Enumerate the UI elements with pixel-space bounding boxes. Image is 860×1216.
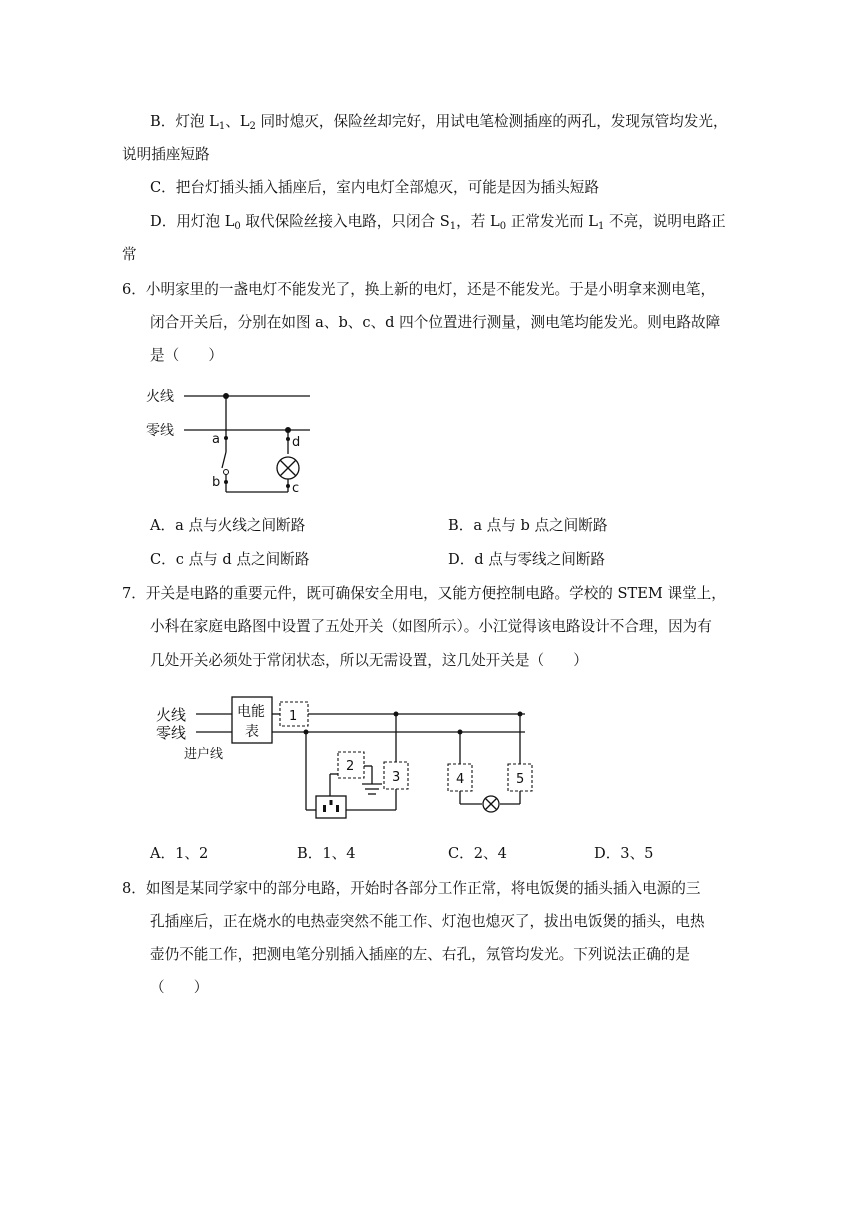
- q6-neutral-wire-label: 零线: [146, 423, 174, 439]
- q5-d-text-a: D．用灯泡 L: [150, 213, 235, 230]
- q5-option-d-line2: 常: [122, 246, 137, 263]
- q5-d-text-b: 取代保险丝接入电路，只闭合 S: [240, 213, 450, 230]
- q6-live-wire-label: 火线: [146, 389, 174, 405]
- q5-b-sub1: 1: [218, 121, 226, 132]
- q6-stem-line3: 是（ ）: [150, 347, 223, 364]
- q7-live-wire-label: 火线: [156, 706, 187, 724]
- q5-d-text-e: 不亮，说明电路正: [604, 213, 726, 230]
- q7-option-b[interactable]: B．1、4: [297, 845, 356, 862]
- q5-option-d-line1: [150, 212, 726, 232]
- q5-option-b-line1: [150, 112, 728, 132]
- q6-stem-line2: 闭合开关后，分别在如图 a、b、c、d 四个位置进行测量，测电笔均能发光。则电路故障: [150, 314, 721, 331]
- q5-d-sub-a: 0: [234, 221, 241, 232]
- q7-stem-line3: 几处开关必须处于常闭状态，所以无需设置，这几处开关是（ ）: [150, 652, 588, 669]
- q5-option-c: C．把台灯插头插入插座后，室内电灯全部熄灭，可能是因为插头短路: [150, 179, 599, 196]
- q7-switch-3: 3: [392, 770, 401, 785]
- q7-entry-line-label: 进户线: [184, 747, 224, 762]
- q7-switch-2: 2: [346, 759, 355, 774]
- q5-b-text-b: 、L: [225, 113, 250, 130]
- q5-b-text-c: 同时熄灭，保险丝却完好，用试电笔检测插座的两孔，发现氖管均发光，: [255, 113, 728, 130]
- q6-option-b[interactable]: B．a 点与 b 点之间断路: [448, 517, 608, 534]
- q6-option-c[interactable]: C．c 点与 d 点之间断路: [150, 551, 310, 568]
- q7-switch-5: 5: [516, 772, 525, 787]
- q5-option-b-line2: 说明插座短路: [122, 146, 210, 163]
- q7-option-c[interactable]: C．2、4: [448, 845, 507, 862]
- q7-circuit-diagram: [150, 692, 540, 827]
- q5-d-sub-b: 1: [449, 221, 457, 232]
- q5-b-sub2: 2: [249, 121, 256, 132]
- q7-option-a[interactable]: A．1、2: [150, 845, 209, 862]
- q6-option-d[interactable]: D．d 点与零线之间断路: [448, 551, 606, 568]
- q5-d-text-d: 正常发光而 L: [506, 213, 599, 230]
- q8-stem-line3: 壶仍不能工作，把测电笔分别插入插座的左、右孔，氖管均发光。下列说法正确的是: [150, 946, 690, 963]
- q7-stem-line2: 小科在家庭电路图中设置了五处开关（如图所示）。小江觉得该电路设计不合理，因为有: [150, 618, 712, 635]
- q6-point-b: b: [212, 475, 221, 490]
- q6-point-a: a: [212, 432, 220, 447]
- q5-d-sub-c: 0: [499, 221, 507, 232]
- q8-stem-line2: 孔插座后，正在烧水的电热壶突然不能工作、灯泡也熄灭了，拔出电饭煲的插头，电热: [150, 913, 705, 930]
- q5-d-sub-d: 1: [598, 221, 605, 232]
- q6-circuit-diagram: [140, 380, 330, 500]
- q6-stem-line1: 6．小明家里的一盏电灯不能发光了，换上新的电灯，还是不能发光。于是小明拿来测电笔，: [122, 281, 716, 298]
- q7-option-d[interactable]: D．3、5: [594, 845, 654, 862]
- q6-point-d: d: [292, 435, 301, 450]
- q6-option-a[interactable]: A．a 点与火线之间断路: [150, 517, 306, 534]
- q8-stem-line4: （ ）: [150, 979, 209, 996]
- q5-b-text-a: B．灯泡 L: [150, 113, 219, 130]
- q7-switch-1: 1: [289, 709, 298, 724]
- q7-switch-4: 4: [456, 772, 465, 787]
- q7-meter-label-2: 表: [245, 724, 259, 740]
- q7-meter-label-1: 电能: [237, 704, 265, 720]
- q7-neutral-wire-label: 零线: [156, 724, 187, 742]
- q8-stem-line1: 8．如图是某同学家中的部分电路，开始时各部分工作正常，将电饭煲的插头插入电源的三: [122, 880, 701, 897]
- q5-d-text-c: ，若 L: [456, 213, 500, 230]
- q6-point-c: c: [292, 481, 300, 496]
- q7-stem-line1: 7．开关是电路的重要元件，既可确保安全用电，又能方便控制电路。学校的 STEM 课堂上，: [122, 585, 726, 602]
